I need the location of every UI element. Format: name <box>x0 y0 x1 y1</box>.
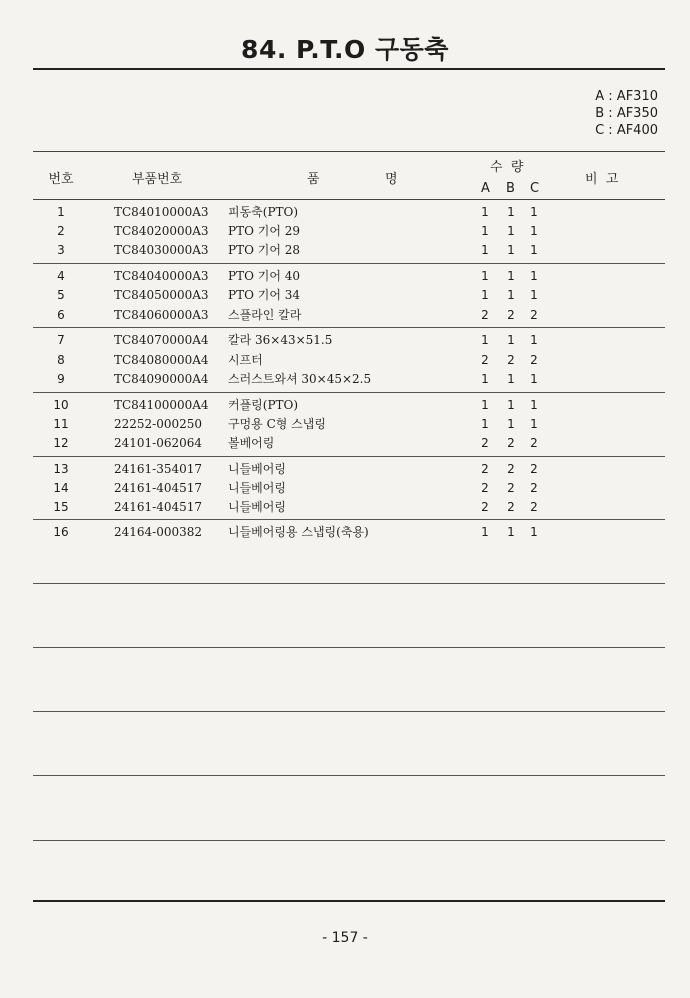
row-part-no: TC84100000A4 <box>114 398 209 412</box>
row-qty-b: 1 <box>507 333 515 347</box>
header-qty-a: A <box>481 181 490 196</box>
row-qty-b: 1 <box>507 243 515 257</box>
row-qty-a: 1 <box>481 288 489 302</box>
group-divider <box>33 392 665 393</box>
model-legend-b: B : AF350 <box>595 106 658 121</box>
row-no: 3 <box>57 243 65 257</box>
row-qty-b: 2 <box>507 462 515 476</box>
row-name: PTO 기어 40 <box>228 269 300 283</box>
table-row <box>0 351 690 370</box>
header-part-no: 부품번호 <box>132 172 183 187</box>
group-divider <box>33 519 665 520</box>
row-qty-b: 2 <box>507 308 515 322</box>
row-part-no: 24161-404517 <box>114 481 203 495</box>
row-name: 니들베어링 <box>228 462 286 476</box>
row-name: 니들베어링 <box>228 481 286 495</box>
row-qty-b: 1 <box>507 398 515 412</box>
row-part-no: TC84070000A4 <box>114 333 209 347</box>
row-qty-c: 2 <box>530 462 538 476</box>
table-row <box>0 460 690 479</box>
header-top-rule <box>33 151 665 152</box>
footer-rule <box>33 900 665 902</box>
page-number: - 157 - <box>322 930 368 946</box>
title-rule <box>33 68 665 70</box>
table-row <box>0 267 690 286</box>
table-row <box>0 415 690 434</box>
row-no: 8 <box>57 353 65 367</box>
model-legend-c: C : AF400 <box>595 123 658 138</box>
row-qty-c: 1 <box>530 525 538 539</box>
model-legend-a: A : AF310 <box>595 89 658 104</box>
header-remarks: 비 고 <box>585 172 619 187</box>
row-part-no: 24164-000382 <box>114 525 203 539</box>
group-divider <box>33 327 665 328</box>
table-row <box>0 331 690 350</box>
row-qty-b: 1 <box>507 288 515 302</box>
table-row <box>0 222 690 241</box>
row-part-no: TC84090000A4 <box>114 372 209 386</box>
header-qty: 수 량 <box>490 160 524 175</box>
row-part-no: TC84020000A3 <box>114 224 209 238</box>
row-no: 11 <box>53 417 69 431</box>
row-name: PTO 기어 28 <box>228 243 300 257</box>
row-qty-a: 2 <box>481 436 489 450</box>
row-no: 2 <box>57 224 65 238</box>
row-qty-c: 1 <box>530 243 538 257</box>
row-name: 스플라인 칼라 <box>228 308 302 322</box>
row-qty-a: 1 <box>481 224 489 238</box>
row-part-no: TC84030000A3 <box>114 243 209 257</box>
row-part-no: 22252-000250 <box>114 417 203 431</box>
row-name: PTO 기어 34 <box>228 288 300 302</box>
header-no: 번호 <box>48 172 74 187</box>
row-part-no: TC84010000A3 <box>114 205 209 219</box>
header-name-2: 명 <box>385 172 398 187</box>
row-qty-a: 1 <box>481 417 489 431</box>
row-qty-b: 1 <box>507 372 515 386</box>
header-name-1: 품 <box>307 172 320 187</box>
row-qty-a: 2 <box>481 353 489 367</box>
row-name: PTO 기어 29 <box>228 224 300 238</box>
group-divider <box>33 456 665 457</box>
row-qty-a: 1 <box>481 333 489 347</box>
row-qty-b: 1 <box>507 205 515 219</box>
row-qty-a: 2 <box>481 500 489 514</box>
table-row <box>0 306 690 325</box>
row-part-no: TC84040000A3 <box>114 269 209 283</box>
row-name: 구멍용 C형 스냅링 <box>228 417 326 431</box>
row-no: 12 <box>53 436 69 450</box>
blank-row-rule <box>33 840 665 841</box>
row-name: 칼라 36×43×51.5 <box>228 333 333 347</box>
table-row <box>0 370 690 389</box>
page-title: 84. P.T.O 구동축 <box>241 35 449 64</box>
row-qty-c: 1 <box>530 224 538 238</box>
row-qty-b: 2 <box>507 353 515 367</box>
row-qty-c: 1 <box>530 269 538 283</box>
row-no: 5 <box>57 288 65 302</box>
group-divider <box>33 263 665 264</box>
row-qty-a: 1 <box>481 372 489 386</box>
row-no: 7 <box>57 333 65 347</box>
table-row <box>0 396 690 415</box>
row-qty-b: 1 <box>507 269 515 283</box>
table-row <box>0 479 690 498</box>
row-qty-b: 1 <box>507 224 515 238</box>
row-qty-c: 2 <box>530 481 538 495</box>
row-no: 1 <box>57 205 65 219</box>
table-row <box>0 434 690 453</box>
row-no: 15 <box>53 500 69 514</box>
row-qty-b: 1 <box>507 417 515 431</box>
row-qty-a: 2 <box>481 462 489 476</box>
row-qty-a: 1 <box>481 398 489 412</box>
header-qty-b: B <box>506 181 515 196</box>
table-row <box>0 203 690 222</box>
row-qty-c: 2 <box>530 436 538 450</box>
row-no: 9 <box>57 372 65 386</box>
row-qty-a: 1 <box>481 205 489 219</box>
row-name: 볼베어링 <box>228 436 275 450</box>
row-name: 피동축(PTO) <box>228 205 299 219</box>
row-qty-c: 1 <box>530 398 538 412</box>
row-qty-a: 2 <box>481 308 489 322</box>
header-qty-c: C <box>530 181 540 196</box>
row-no: 4 <box>57 269 65 283</box>
row-part-no: TC84060000A3 <box>114 308 209 322</box>
row-part-no: 24161-354017 <box>114 462 203 476</box>
table-row <box>0 523 690 542</box>
row-no: 6 <box>57 308 65 322</box>
row-qty-a: 2 <box>481 481 489 495</box>
row-qty-c: 1 <box>530 205 538 219</box>
blank-row-rule <box>33 583 665 584</box>
row-qty-b: 2 <box>507 481 515 495</box>
row-part-no: TC84050000A3 <box>114 288 209 302</box>
row-qty-a: 1 <box>481 525 489 539</box>
row-qty-c: 1 <box>530 333 538 347</box>
table-row <box>0 498 690 517</box>
row-qty-c: 2 <box>530 353 538 367</box>
row-no: 16 <box>53 525 69 539</box>
header-bottom-rule <box>33 199 665 200</box>
row-qty-a: 1 <box>481 269 489 283</box>
row-name: 커플링(PTO) <box>228 398 299 412</box>
row-name: 스러스트와셔 30×45×2.5 <box>228 372 372 386</box>
row-no: 10 <box>53 398 69 412</box>
row-qty-a: 1 <box>481 243 489 257</box>
row-qty-c: 1 <box>530 372 538 386</box>
row-qty-c: 1 <box>530 288 538 302</box>
table-row <box>0 241 690 260</box>
blank-row-rule <box>33 647 665 648</box>
blank-row-rule <box>33 711 665 712</box>
model-legend <box>595 88 658 139</box>
row-part-no: TC84080000A4 <box>114 353 209 367</box>
row-name: 니들베어링용 스냅링(축용) <box>228 525 369 539</box>
blank-row-rule <box>33 775 665 776</box>
row-qty-b: 2 <box>507 500 515 514</box>
row-no: 14 <box>53 481 69 495</box>
table-row <box>0 286 690 305</box>
row-part-no: 24101-062064 <box>114 436 203 450</box>
row-qty-c: 2 <box>530 308 538 322</box>
row-no: 13 <box>53 462 69 476</box>
row-qty-c: 1 <box>530 417 538 431</box>
row-part-no: 24161-404517 <box>114 500 203 514</box>
row-qty-b: 2 <box>507 436 515 450</box>
row-name: 시프터 <box>228 353 263 367</box>
row-name: 니들베어링 <box>228 500 286 514</box>
row-qty-b: 1 <box>507 525 515 539</box>
row-qty-c: 2 <box>530 500 538 514</box>
